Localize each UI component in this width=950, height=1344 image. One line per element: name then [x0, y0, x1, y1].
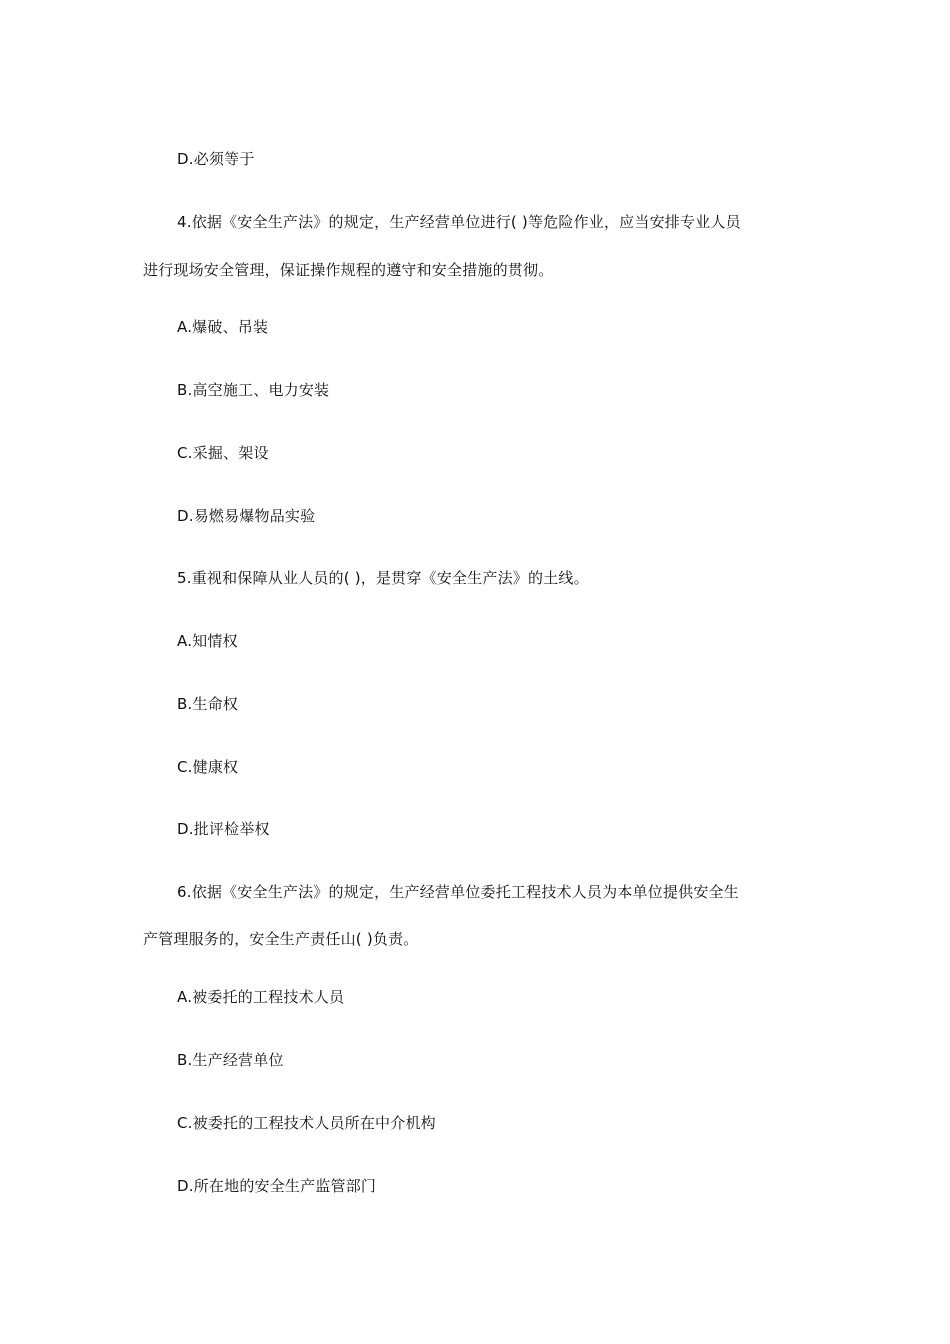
question-4-option-b: B.高空施工、电力安装 [177, 381, 330, 399]
question-6-text-line-2: 产管理服务的，安全生产责任山( )负责。 [143, 930, 419, 948]
question-5-text-line-1: 5.重视和保障从业人员的( )，是贯穿《安全生产法》的土线。 [177, 569, 589, 587]
question-4-option-c: C.采掘、架设 [177, 444, 269, 462]
question-5-option-c: C.健康权 [177, 758, 239, 776]
question-6-text-line-1: 6.依据《安全生产法》的规定，生产经营单位委托工程技术人员为本单位提供安全生 [177, 883, 739, 901]
question-5-option-a: A.知情权 [177, 632, 238, 650]
question-4-option-a: A.爆破、吊装 [177, 318, 269, 336]
question-4-option-d: D.易燃易爆物品实验 [177, 507, 316, 525]
question-6-option-d: D.所在地的安全生产监管部门 [177, 1177, 377, 1195]
prev-question-option-d: D.必须等于 [177, 150, 255, 168]
question-6-option-a: A.被委托的工程技术人员 [177, 988, 345, 1006]
question-5-option-b: B.生命权 [177, 695, 239, 713]
question-6-option-c: C.被委托的工程技术人员所在中介机构 [177, 1114, 436, 1132]
question-4-text-line-1: 4.依据《安全生产法》的规定，生产经营单位进行( )等危险作业，应当安排专业人员 [177, 213, 741, 231]
question-5-option-d: D.批评检举权 [177, 820, 270, 838]
question-6-option-b: B.生产经营单位 [177, 1051, 284, 1069]
question-4-text-line-2: 进行现场安全管理，保证操作规程的遵守和安全措施的贯彻。 [143, 261, 554, 279]
